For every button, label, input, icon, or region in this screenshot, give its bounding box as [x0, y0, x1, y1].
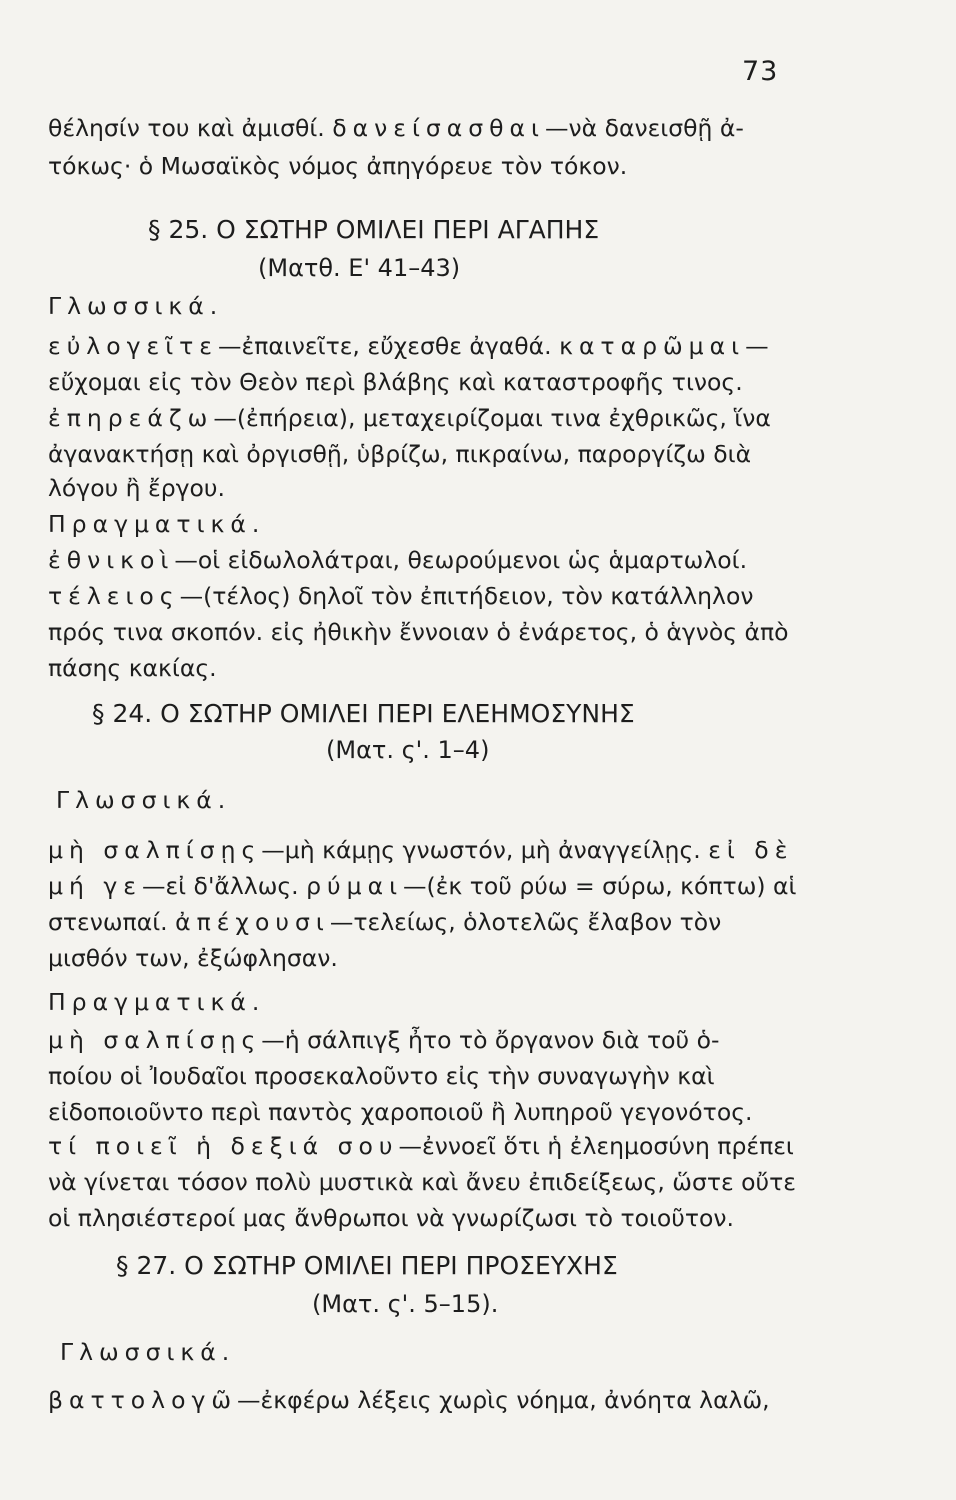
- spaced-term: βαττολογῶ: [48, 1386, 238, 1414]
- text-line: [48, 150, 808, 182]
- text-line: οἱ πλησιέστεροί μας ἄνθρωποι νὰ γνωρίζωσι τὸ τοιοῦτον.: [48, 1204, 735, 1232]
- spaced-term: τί ποιεῖ ἡ δεξιά σου: [48, 1132, 399, 1160]
- text-run: —ἐννοεῖ ὅτι ἡ ἐλεημοσύνη πρέπει: [398, 1132, 794, 1160]
- subheading-glossika: [48, 290, 808, 322]
- section-heading: § 25. Ο ΣΩΤΗΡ ΟΜΙΛΕΙ ΠΕΡΙ ΑΓΑΠΗΣ: [148, 215, 600, 244]
- text-line: [48, 1130, 808, 1162]
- section-heading: § 27. Ο ΣΩΤΗΡ ΟΜΙΛΕΙ ΠΕΡΙ ΠΡΟΣΕΥΧΗΣ: [116, 1251, 618, 1280]
- text-run: στενωπαί.: [48, 908, 176, 936]
- spaced-term: ἀπέχουσι: [175, 908, 330, 936]
- text-line: [48, 1384, 808, 1416]
- subheading-label: Πραγματικά.: [48, 510, 266, 538]
- page-number: 73: [742, 56, 779, 87]
- spaced-term: μὴ σαλπίσῃς: [48, 836, 262, 864]
- text-run: —: [745, 332, 769, 360]
- subheading-pragmatika: [48, 508, 808, 540]
- text-line: εἰδοποιοῦντο περὶ παντὸς χαροποιοῦ ἢ λυπηροῦ γεγονότος.: [48, 1098, 753, 1126]
- text-line: ποίου οἱ Ἰουδαῖοι προσεκαλοῦντο εἰς τὴν συναγωγὴν καὶ: [48, 1062, 715, 1090]
- text-line: λόγου ἢ ἔργου.: [48, 474, 225, 502]
- text-run: —νὰ δανεισθῇ ἀ-: [545, 114, 744, 142]
- text-line: πάσης κακίας.: [48, 654, 217, 682]
- section-heading: § 24. Ο ΣΩΤΗΡ ΟΜΙΛΕΙ ΠΕΡΙ ΕΛΕΗΜΟΣΥΝΗΣ: [92, 699, 635, 728]
- subheading-label: Γλωσσικά.: [56, 786, 232, 814]
- text-line: [48, 580, 808, 612]
- subheading-glossika: [60, 1336, 820, 1368]
- text-run: —(τέλος) δηλοῖ τὸν ἐπιτήδειον, τὸν κατάλληλον: [179, 582, 754, 610]
- text-run: θέλησίν του καὶ ἀμισθί.: [48, 114, 333, 142]
- text-line: ἀγανακτήσῃ καὶ ὀργισθῇ, ὑβρίζω, πικραίνω, παροργίζω διὰ: [48, 440, 752, 468]
- spaced-term: δανείσασθαι: [332, 114, 545, 142]
- text-line: [48, 870, 808, 902]
- spaced-term: καταρῶμαι: [559, 332, 746, 360]
- text-run: —ἡ σάλπιγξ ἦτο τὸ ὄργανον διὰ τοῦ ὁ-: [261, 1026, 720, 1054]
- text-run: —ἐκφέρω λέξεις χωρὶς νόημα, ἀνόητα λαλῶ,: [237, 1386, 770, 1414]
- text-run: —εἰ δ'ἄλλως.: [141, 872, 307, 900]
- spaced-term: ρύμαι: [306, 872, 404, 900]
- text-run: —τελείως, ὁλοτελῶς ἔλαβον τὸν: [329, 908, 722, 936]
- subheading-label: Γλωσσικά.: [48, 292, 224, 320]
- spaced-term: μὴ σαλπίσῃς: [48, 1026, 262, 1054]
- text-run: —οἱ εἰδωλολάτραι, θεωρούμενοι ὡς ἁμαρτωλοί.: [174, 546, 748, 574]
- spaced-term: ἐπηρεάζω: [48, 404, 214, 432]
- text-line: [48, 330, 808, 362]
- text-line: [48, 112, 808, 144]
- spaced-term: εὐλογεῖτε: [48, 332, 218, 360]
- spaced-term: ἐθνικοὶ: [48, 546, 175, 574]
- text-run: —(ἐπήρεια), μεταχειρίζομαι τινα ἐχθρικῶς, ἵνα: [213, 404, 771, 432]
- text-line: [48, 402, 808, 434]
- text-run: τόκως· ὁ Μωσαϊκὸς νόμος ἀπηγόρευε τὸν τόκον.: [48, 152, 628, 180]
- section-reference: (Ματθ. Ε' 41–43): [258, 254, 461, 282]
- text-line: [48, 834, 808, 866]
- text-line: [48, 544, 808, 576]
- text-line: εὔχομαι εἰς τὸν Θεὸν περὶ βλάβης καὶ καταστροφῆς τινος.: [48, 368, 743, 396]
- text-run: —ἐπαινεῖτε, εὔχεσθε ἀγαθά.: [218, 332, 560, 360]
- text-line: νὰ γίνεται τόσον πολὺ μυστικὰ καὶ ἄνευ ἐπιδείξεως, ὥστε οὔτε: [48, 1168, 797, 1196]
- subheading-label: Γλωσσικά.: [60, 1338, 236, 1366]
- spaced-term: μή γε: [48, 872, 142, 900]
- text-line: [48, 1024, 808, 1056]
- text-run: —μὴ κάμῃς γνωστόν, μὴ ἀναγγείλῃς.: [261, 836, 709, 864]
- subheading-glossika: [56, 784, 816, 816]
- spaced-term: τέλειος: [48, 582, 180, 610]
- text-run: —(ἐκ τοῦ ρύω = σύρω, κόπτω) αἱ: [403, 872, 797, 900]
- section-reference: (Ματ. ς'. 1–4): [326, 736, 490, 764]
- subheading-pragmatika: [48, 986, 808, 1018]
- spaced-term: εἰ δὲ: [708, 836, 794, 864]
- text-line: μισθόν των, ἐξώφλησαν.: [48, 944, 338, 972]
- section-reference: (Ματ. ς'. 5–15).: [312, 1290, 499, 1318]
- text-line: πρός τινα σκοπόν. εἰς ἠθικὴν ἔννοιαν ὁ ἐνάρετος, ὁ ἁγνὸς ἀπὸ: [48, 618, 789, 646]
- text-line: [48, 906, 808, 938]
- subheading-label: Πραγματικά.: [48, 988, 266, 1016]
